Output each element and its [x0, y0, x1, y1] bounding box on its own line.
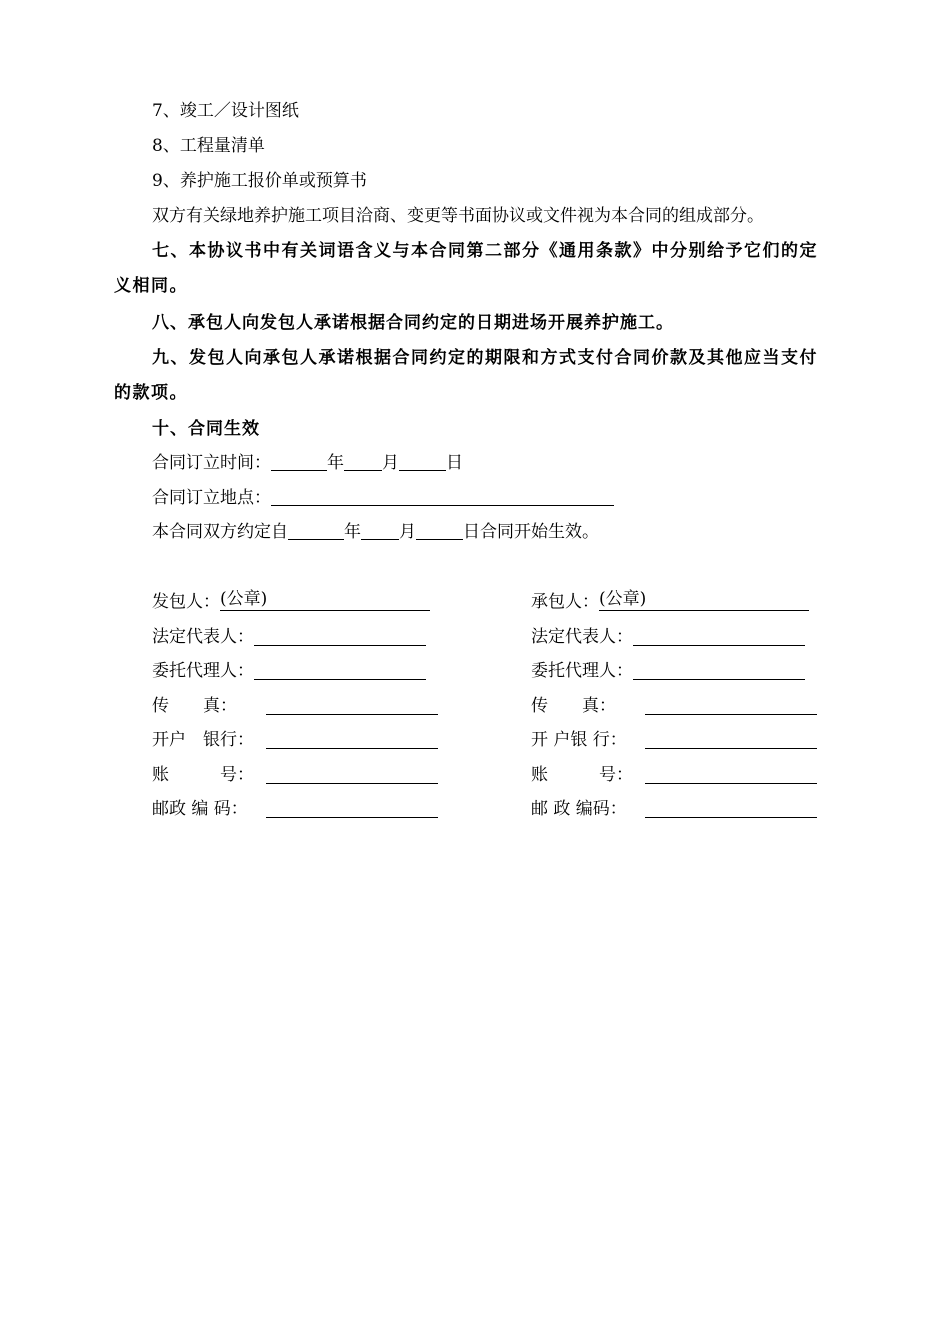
contractor-fax-label: 传 真： — [531, 696, 616, 716]
contractor-bank-field[interactable] — [645, 728, 817, 749]
employer-agent-label: 委托代理人： — [152, 661, 254, 681]
effective-day-field[interactable] — [416, 521, 463, 540]
item-7: 7、竣工／设计图纸 — [152, 101, 299, 121]
sign-month-field[interactable] — [344, 452, 382, 471]
contractor-postcode-label: 邮 政 编码： — [531, 799, 627, 819]
employer-account-label: 账 号： — [152, 765, 254, 785]
employer-account-row — [152, 763, 438, 786]
sign-place-row — [152, 487, 614, 509]
year-label: 年 — [327, 453, 344, 473]
employer-fax-field[interactable] — [266, 694, 438, 715]
item-8: 8、工程量清单 — [152, 136, 265, 156]
employer-fax-label: 传 真： — [152, 696, 237, 716]
employer-title-row — [152, 590, 430, 613]
employer-seal-text: (公章) — [220, 589, 268, 609]
effective-month-field[interactable] — [361, 521, 399, 540]
contractor-legal-rep-row — [531, 625, 805, 648]
contractor-agent-field[interactable] — [633, 659, 805, 680]
employer-bank-field[interactable] — [266, 728, 438, 749]
sign-time-label: 合同订立时间： — [152, 453, 271, 473]
contractor-legal-rep-label: 法定代表人： — [531, 627, 633, 647]
contractor-agent-row — [531, 659, 805, 682]
contractor-legal-rep-field[interactable] — [633, 625, 805, 646]
employer-agent-row — [152, 659, 426, 682]
agreed-prefix: 本合同双方约定自 — [152, 522, 288, 542]
employer-legal-rep-row — [152, 625, 426, 648]
employer-postcode-field[interactable] — [266, 797, 438, 818]
employer-title: 发包人： — [152, 592, 220, 612]
contractor-bank-label: 开 户银 行： — [531, 730, 627, 750]
sign-year-field[interactable] — [271, 452, 327, 471]
agreed-effective-row — [152, 521, 599, 543]
employer-bank-row — [152, 728, 438, 751]
contractor-postcode-row — [531, 797, 817, 820]
sign-place-field[interactable] — [271, 487, 614, 506]
clause-ten: 十、合同生效 — [152, 419, 260, 439]
month-label: 月 — [399, 522, 416, 542]
sign-day-field[interactable] — [399, 452, 446, 471]
contractor-fax-row — [531, 694, 817, 717]
employer-bank-label: 开户 银行： — [152, 730, 254, 750]
contractor-seal-field[interactable] — [599, 590, 809, 611]
contractor-title-row — [531, 590, 809, 613]
agreed-suffix: 日合同开始生效。 — [463, 522, 599, 542]
contractor-account-field[interactable] — [645, 763, 817, 784]
employer-agent-field[interactable] — [254, 659, 426, 680]
contractor-seal-text: (公章) — [599, 589, 647, 609]
employer-legal-rep-field[interactable] — [254, 625, 426, 646]
effective-year-field[interactable] — [288, 521, 344, 540]
employer-seal-field[interactable] — [220, 590, 430, 611]
year-label: 年 — [344, 522, 361, 542]
sign-place-label: 合同订立地点： — [152, 488, 271, 508]
contractor-account-label: 账 号： — [531, 765, 633, 785]
contractor-agent-label: 委托代理人： — [531, 661, 633, 681]
employer-postcode-label: 邮政 编 码： — [152, 799, 248, 819]
contractor-bank-row — [531, 728, 817, 751]
contractor-fax-field[interactable] — [645, 694, 817, 715]
clause-seven: 七、本协议书中有关词语含义与本合同第二部分《通用条款》中分别给予它们的定义相同。 — [114, 241, 818, 296]
contractor-postcode-field[interactable] — [645, 797, 817, 818]
month-label: 月 — [382, 453, 399, 473]
item-9: 9、养护施工报价单或预算书 — [152, 171, 367, 191]
employer-postcode-row — [152, 797, 438, 820]
contractor-account-row — [531, 763, 817, 786]
composition-note: 双方有关绿地养护施工项目洽商、变更等书面协议或文件视为本合同的组成部分。 — [152, 206, 764, 226]
employer-fax-row — [152, 694, 438, 717]
sign-time-row — [152, 452, 463, 474]
day-label: 日 — [446, 453, 463, 473]
clause-nine: 九、发包人向承包人承诺根据合同约定的期限和方式支付合同价款及其他应当支付的款项。 — [114, 348, 818, 403]
employer-account-field[interactable] — [266, 763, 438, 784]
clause-eight: 八、承包人向发包人承诺根据合同约定的日期进场开展养护施工。 — [152, 313, 674, 333]
contractor-title: 承包人： — [531, 592, 599, 612]
employer-legal-rep-label: 法定代表人： — [152, 627, 254, 647]
